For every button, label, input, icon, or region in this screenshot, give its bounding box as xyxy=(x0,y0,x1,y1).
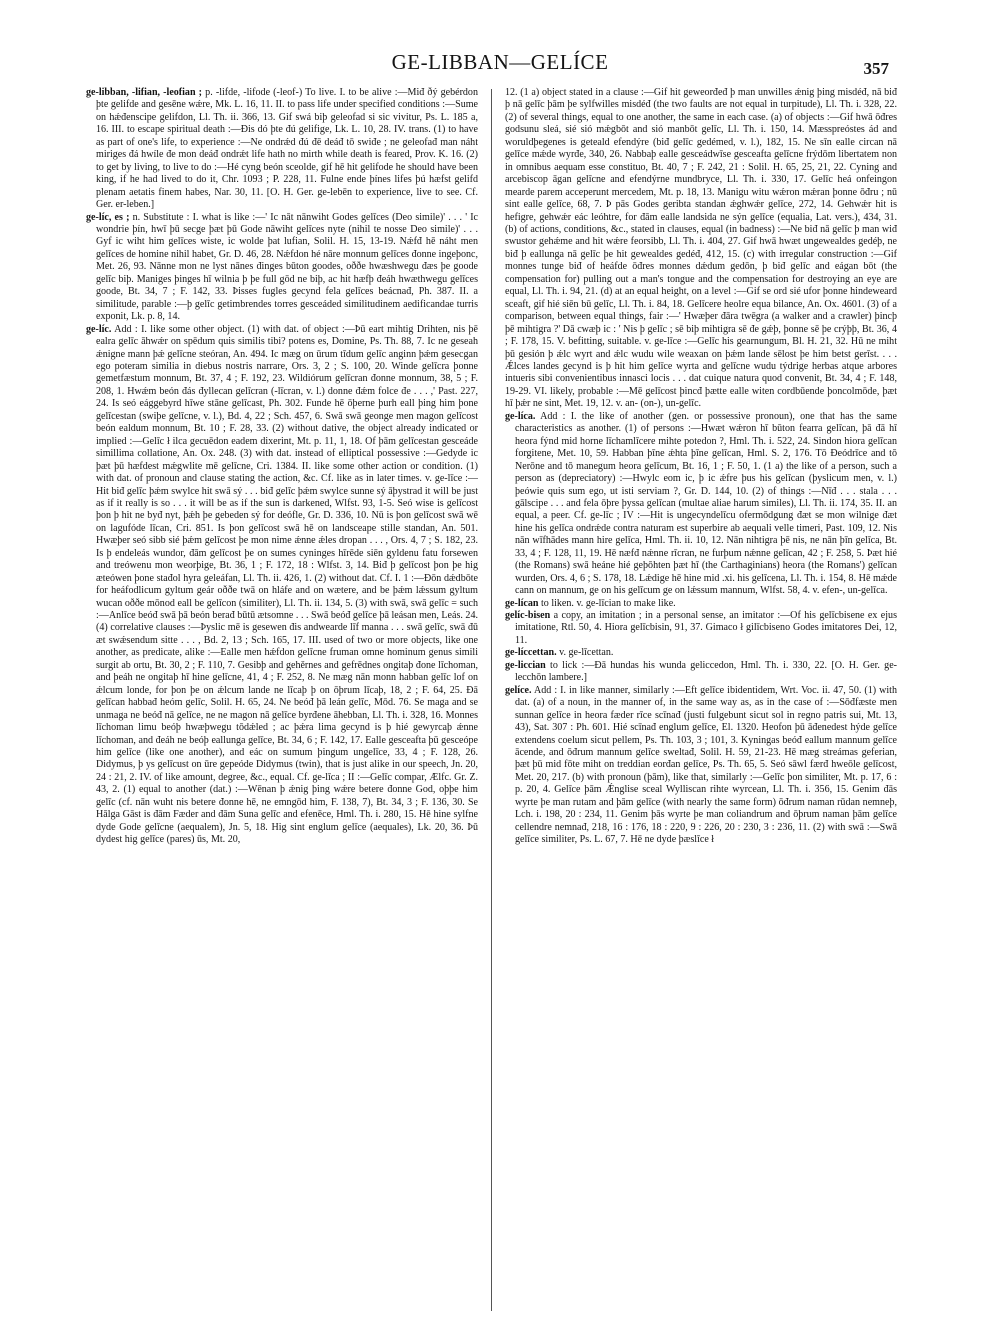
entry-text: Add : I. in like manner, similarly :—Eft gelīce ibidentidem, Wrt. Voc. ii. 47, 50. (1) with dat. (a) of a noun, in the manner of, in the same way as, as in the case of :—Sōđfæste men sunnan gelīce in heora fæder rīce scīnađ (justi fulgebunt sicut sol in regno patris sui, Mt. 13, 43), Sat. 307 : Ph. 601. Hié scīnađ englum gelīce, El. 1320. Heofon þū āđenedest hýde gelīce extendens coelum sicut pellem, Ps. Th. 103, 3 ; 101, 3. Kyningas beóđ eallum mannum gelīce ācende, and ōđrum mannum gelīce sweltađ, Solil. H. 59, 21-23. Hē mæg streámas geferian, þæt þū mid fōte miht on treddian eorđan gelīce, Ps. Th. 65, 5. Seó sāwl færđ hweōle gelīcost, Met. 20, 217. (b) with pronoun (þām), like that, similarly :—Gelīc þon similiter, Mt. p. 17, 6 : p. 20, 4. Gelīce þām Ǽnglise sceal Wylliscan rihte wyrcean, Ll. Th. i. 356, 15. Genim đās wyrte þe man rutam and þām gelīce (with nearly the same form) ōđrum naman rūdan nemneþ, Lch. i. 198, 20 : 234, 11. Genim þās wyrte þe man coliandrum and ōþrum naman þām gelīce cellendre nemnađ, 218, 16 : 176, 18 : 220, 9 : 226, 20 : 230, 3 : 236, 11. (2) with swā :—Swā gelīce similiter, Ps. L. 67, 7. Hē ne dyde þæslīce ł xyxy=(515,684,897,846)
entry-headword: ge-líca. xyxy=(505,410,536,422)
entry-headword: gelíce. xyxy=(505,684,532,696)
entry-headword: ge-líc. xyxy=(86,323,112,335)
dictionary-entry xyxy=(505,87,897,411)
dictionary-entry xyxy=(505,610,897,647)
entry-text: v. ge-līcettan. xyxy=(559,647,614,659)
page-number: 357 xyxy=(863,59,889,78)
entry-text: 12. (1 a) object stated in a clause :—Gif hit geweorđeđ þ man unwilles ǽnig þing misdéđ, nā biđ þ nā gelīc þām þe sylfwilles misdéđ (the two faults are not equal in turpitude), Ll. Th. i. 328, 22. (2) of several things, equal to one another, the same in each case. (a) of objects :—Gif hwā ōđres godsunu sleá, sié sió mǽgbōt and sió manbōt gelīc, Ll. Th. i. 150, 14. Mæsspreóstes ád and woruldþegenes is geteald efendýre (biđ gelīc gedémed, v. l.), 182, 15. Ne sīn ealle circan nā gelīce mǽde wyrđe, 340, 26. Nabbaþ ealle gesceádwīse gesceafta gelīcne frýdōm libertatem non in omnibus aequam esse constituo, Bt. 40, 7 ; F. 242, 21 : Solil. H. 65, 25, 21, 22. Cyning and arcebiscop āgan gelīcne and efendýrne mundbryce, Ll. Th. i. 330, 17. Gelīc heá onfeingon mearde parem acceperunt mercedem, Mt. p. 18, 13. Manigu witu wǽron mǽran þonne ōđru ; nū sint ealle gelīce, 68, 7. Þ pās Godes geribta standan ǽghwǽr gelīce, 272, 14. Gehwǽr hit is hefigre, gehwǽr eác leóhtre, for đām ealle landsida ne sýn gelīce (equalia, Lat. vers.), 434, 31. (b) of actions, conditions, &c., stated in clauses, equal (in badness) :—Ne biđ nā gelīc þ man wiđ swustor gehǽme and hit wǽre feorsibb, Ll. Th. i. 404, 27. Gif hwā hwæt ungewealdes gedéþ, ne biđ þ eallunga nā gelīc þe hit gewealdes gedéđ, 412, 15. (c) with irregular construction :—Gif monnes tunge biđ of heáfde ōđres monnes dǽdum gedōn, þ biđ gelīc and eágan bōt (the compensation for) pulling out a man's tongue and the compensation for destroying an eye are equal, Ll. Th. i. 94, 21. (d) at an equal height, on a level :—Gif se ord sié ufor þonne hindeweard sceaft, gif hié siēn bū gelīc, Ll. Th. i. 84, 18. Gelīcere heolre equa bilance, An. Ox. 4601. (3) of a comparison, between equal things, fair :—' Hwæþer đāra twēgra (a walker and a crawler) þincþ þē mihtigra ?' Dā cwæþ ic : ' Nis þ gelīc ; sē biþ mihtigra sē đe gǽþ, þonne sē þe crýþþ, Bt. 36, 4 ; F. 178, 15. V. befitting, suitable. v. ge-līce :—Gelīc his gearnungum, Bl. H. 21, 32. Hū ne miht þū gesión þ ǽlc wyrt and ǽlc wudu wile weaxan on þǽm lande sēlost þe him betst gerīst. . . . Ǽlces landes gecynd is þ hit him gelīce wyrta and gelīcne wudu týdrige herbas atque arbores intueris sibi convenientibus innasci locis . . . dat cuique natura quod convenit, Bt. 34, 4 ; F. 148, 19-29. VI. likely, probable :—Mē gelīcost þincđ þætte ealle witen cordbūende þoncolmōde, þæt hī þǽr ne sint, Met. 19, 12. v. an- (on-), un-gelīc. xyxy=(505,87,897,410)
running-head xyxy=(0,50,1000,78)
entry-text: to lick :—Đā hundas his wunda geliccedon, Hml. Th. i. 330, 22. [O. H. Ger. ge-lecchōn lambere.] xyxy=(515,659,897,684)
entry-headword: ge-líc, es ; xyxy=(86,211,130,223)
entry-headword: gelíc-bisen xyxy=(505,610,551,622)
column-divider xyxy=(491,89,492,1311)
entry-text: to liken. v. ge-līcian to make like. xyxy=(541,597,676,609)
right-column xyxy=(505,87,897,1315)
entry-text: n. Substitute : I. what is like :—' Ic nāt nānwiht Godes gelīces (Deo simile)' . . . ' Ic wondrie þín, hwī þū secge þæt þū Gode nāwiht gelīces nyte (nihil te nosse Deo simile)' . . . Gyf ic wiht him gelīces wiste, ic wolde þat lufian, Solil. H. 15, 13-19. Nǽfđ hē náht men gelīces de homine nihil habet, Gr. D. 46, 28. Nǽfdon hé nāre monnum gelīces đonne ingeþonc, Met. 26, 93. Nānne mon ne lyst nānes đinges būton goodes, oððe hwæshwegu đæs þe goode gelīc biþ. Maniges þinges hī wilnia þ þe full gōd ne biþ, ac hit hæfþ đeáh hwæthwegu gelīces goode, Bt. 34, 7 ; F. 142, 33. Þisses fugles gecynd fela gelīces beácnađ, Ph. 387. II. a similitude, parable :—þ gelīc getimbrendes torres gesceáded similitudinem aedificandae turris exponit, Lk. p. 8, 14. xyxy=(96,211,478,323)
dictionary-entry xyxy=(505,647,897,659)
entry-headword: ge-liccian xyxy=(505,659,546,671)
entry-headword: ge-líccettan. xyxy=(505,647,557,659)
entry-text: Add : I. the like of another (gen. or possessive pronoun), one that has the same characteristics as another. (1) of persons :—Hwæt wǽron hī būton fearra gelīcan, þā đā hī heora fýnd mid horne līchamlīcere mihte potedon ?, Hml. Th. i. 522, 24. Sindon hiora gelīcan forgitene, Met. 10, 59. Habban þīne ǽhta þīne gelīcan, Hml. S. 2, 176. Tō Đeódrīce and tō Nerōne and tō manegum heora gelīcum, Bt. 16, 1 ; F. 50, 1. (1 a) the like of a person, such a person as (depreciatory) :—Hwylc eom ic, þ ic ǽfre þus his gelīcan (þyslicum men, v. l.) þeówie quis sum ego, ut isti serviam ?, Gr. D. 144, 10. (2) of things :—Nīđ . . . stala . . . gālscipe . . . and fela ōþre þyssa gelīcan (multae aliae harum similes), Ll. Th. ii. 174, 35. II. an equal, a peer. Cf. ge-līc ; IV :—Hit is ungecyndelīcu ofermōdgung đæt se mon wilnige đæt hine his gelīca ondrǽde contra naturam est superbire ab aequali velle timeri, Past. 109, 12. Nis nān wīfhādes mann hire gelīca, Hml. Th. ii. 10, 12. Nān nihtigra þē nis, ne nān þīn gelīca, Bt. 33, 4 ; F. 128, 11, 19. Hē næfđ nǽnne rīcran, ne furþum nǽnne gelīcan, 42 ; F. 258, 5. Þæt hié (the Romans) swā heáne hié geþōhten þæt hī (the Carthaginians) heora (the Romans') gelīcan wurden, Ors. 4, 6 ; S. 178, 18. Lǽdige hē hine mid .xi. his gelīcena, Ll. Th. i. 154, 8. Hē mǽde cann on mannum, ge on his gelīcum ge on lǽssum mannum, Wlfst. 58, 4. v. efen-, un-gelīca. xyxy=(515,410,897,597)
dictionary-entry xyxy=(86,87,478,212)
left-column xyxy=(86,87,478,1315)
entry-headword: ge-libban, -lifian, -leofian ; xyxy=(86,87,203,98)
entry-text: Add : I. like some other object. (1) with dat. of object :—Þū eart mihtig Drihten, nis þē ealra gelīc āhwǽr on spēdum quis similis tibi? potens es, Domine, Ps. Th. 88, 7. Ic ne geseah ǽnigne mann þǽ gelīcne steóran, An. 494. Ic mæg on ūrum tīdum gelīc anginn þǽm gesecgan ego poteram similia in diebus nostris narrare, Ors. 3, 2 ; S. 100, 20. Winde gelīcra þonne gemetfæstum monnum, Bt. 37, 4 ; F. 192, 23. Wildiórum gelīcran đonne monnum, 38, 5 ; F. 208, 1. Hwǽm beón đás đyllecan gelīcran (-līcran, v. l.) donne đǽm folce đe . . . ,' Past. 227, 24. Is seó eággebyrd hīwe stāne gelīcast, Ph. 302. Funde hē ōþerne þurh eall þing him þone gelīcestan (swiþe gelīcne, v. l.), Bd. 4, 22 ; Sch. 457, 6. Swā swā geonge men magon gelīcost beón ealdum monnum, Bt. 10 ; F. 28, 33. (2) without dative, the object already indicated or implied :—Gelīc ł ilca gecuēdon eadem dixerint, Mt. p. 11, 1, 18. Of þām gelīcestan gesceáde simillima collatione, An. Ox. 248. (3) with dat. instead of elliptical possessive :—Gedyde ic þæt þū hæfdest mǽgwlite mē gelīcne, Cri. 1384. II. like some other action or condition. (1) with dat. of pronoun and clause stating the action, &c. Cf. like as in later times. v. ge-līce :—Hit biđ gelīc þǽm swylce hit swā sý . . . biđ gelīc þǽm swylce sunne sý āþystrad it will be just as if it really is so . . . it will be as if the sun is darkened, Wlfst. 93, 1-5. Seó wise is gelīcost þon þ hit ne byđ nyt, þǽh þe gebeden sý for deófle, Gr. D. 336, 10. Nū is þon gelīcost swā wē on lagufóde līcan, Cri. 851. Is þon gelīcost swā hē on landsceape stille standan, An. 501. Hwæþer seó sibb sié þǽm gelīcost þe mon nime ǽnne ǽles dropan . . . , Ors. 4, 7 ; S. 182, 23. Is þ endeleás wundor, đām gelīcost þe on sumes cyninges hīrēde siēn gyldenu fatu forsewen and treówenu mon weorþige, Bt. 36, 1 ; F. 172, 18 : Wlfst. 3, 14. Biđ þ gelīcost þon þe hig æteówen þone stađol hyra geleáfan, Ll. Th. ii. 426, 1. (2) without dat. Cf. I. 1 :—Đōn dǽdbōte for heáfodlicum gyltum geár oððe twā on hláfe and on wætere, and be þǽm lǽssum gyltum wucan oððe mōnod eall be gelīcon (similiter), Ll. Th. ii. 134, 5. (3) with swā, swā gelīc = such :—Anlīce beóđ swā þā beón berađ būtū ætsomne . . . Swā beóđ gelīce þā leásan men, Leás. 24. (4) correlative clauses :—Þyslic mē is gesewen đis andwearde līf manna . . . swā gelīc, swā đū æt swǽsendum sitte . . . , Bd. 2, 13 ; Sch. 165, 17. III. used of two or more objects, like one another, as predicate, alike :—Ealle men hǽfdon gelīcne fruman omne hominum genus simili surgit ab ortu, Bt. 30, 2 ; F. 110, 7. Gesibþ and gehěrnes and gefrēdnes ongitaþ đone līchoman, and þeáh ne ongitaþ hī hine gelīcne, 41, 4 ; F. 252, 8. Ne mæg nān monn habban gelīc lof on ǽlcum londe, for þon þe on ǽlcum lande ne līcaþ þ on ōþrum līcaþ, 18, 2 ; F. 64, 25. Đā gelīcan habbađ heóm gelīc, Solil. H. 65, 24. Ne beóđ þā leán gelīc, Mōd. 76. Se maga and se unmaga ne beóđ nā gelīce, ne ne magon nā gelīce byrđene āhebban, Ll. Th. i. 328, 16. Monnes līchoman limu beóþ hwæþwegu tōdǽled ; ac þǽra lima gecynd is þ hié gewyrcaþ ǽnne līchoman, and đeáh ne beóþ eallunga gelīce, Bt. 34, 6 ; F. 142, 17. Ealle gesceafta þū gesceópe him gelīce (like one another), and eác on sumum þingum ungelīce, 33, 4 ; F. 128, 26. Didymus, þ ys gelīcust on ūre gepeóde Didymus (twin), that is just alike in our speech, Jn. 20, 24 : 21, 2. IV. of like amount, degree, &c., equal. Cf. ge-līca ; II :—Gelīc compar, Ælfc. Gr. Z. 43, 2. (1) equal to another (dat.) :—Wēnan þ ǽnig þing wǽre betere đonne God, oþþe him gelīc (cf. nān wuht nis betere đonne hē, ne emngōd him, F. 138, 7), Bt. 34, 3 ; F. 136, 30. Se Hālga Gāst is đām Fæder and đām Suna gelīc and efenēce, Hml. Th. i. 280, 15. Hē hine sylfne dyde Gode gelīcne (aequalem), Jn. 5, 18. Hig sint englum gelīce (aequales), Lk. 20, 36. Þū dydest hig gelīce (pares) ūs, Mt. 20, xyxy=(96,323,478,846)
entry-text: p. -lifde, -lifode (-leof-) To live. I. to be alive :—Miđ ðý gebérdon þte gelifde and gesēne wǽre, Mk. L. 16, 11. II. to pass life under specified conditions :—Sume on hǽđenscipe gelifdon, Ll. Th. ii. 366, 13. Gif swá biþ geleofad si sic vivitur, Ps. L. 185 a, 16. III. to escape spiritual death :—Đis dó þte đú gelifige, Lk. L. 10, 28. IV. trans. (1) to have as part of one's life, to experience :—Ne ondrǽd đú đē deáđ tō swiđe ; ne geleofađ man náht miriges đá hwíle đe mon deáđ ondrǽt life hath no mirth while death is feared, Prov. K. 16. (2) to get by living, to live to do :—Hé cyng beón sceolde, gif hē hit gelifode he should have been king, if he had lived to do it, Chr. 1093 ; P. 228, 11. Fulne ende þínes lifes þú hæfst gelifd plenam aetatis finem habes, Nar. 30, 11. [O. H. Ger. ge-lebēn to experience, live to see. Cf. Ger. er-leben.] xyxy=(96,87,478,211)
dictionary-entry xyxy=(86,324,478,847)
dictionary-entry xyxy=(505,685,897,847)
dictionary-entry xyxy=(86,212,478,324)
dictionary-entry xyxy=(505,598,897,610)
dictionary-entry xyxy=(505,411,897,598)
entry-text: a copy, an imitation ; in a personal sense, an imitator :—Of his gelīcbisene ex ejus imitatione, Rtl. 50, 4. Hiora gelīcbisin, 91, 37. Gimaco ł gilīcbiseno Godes imitatores Dei, 12, 11. xyxy=(515,610,897,646)
entry-headword: ge-lícan xyxy=(505,597,539,609)
dictionary-entry xyxy=(505,660,897,685)
page-title: GE-LIBBAN—GELÍCE xyxy=(391,50,609,74)
text-columns xyxy=(86,87,897,1315)
